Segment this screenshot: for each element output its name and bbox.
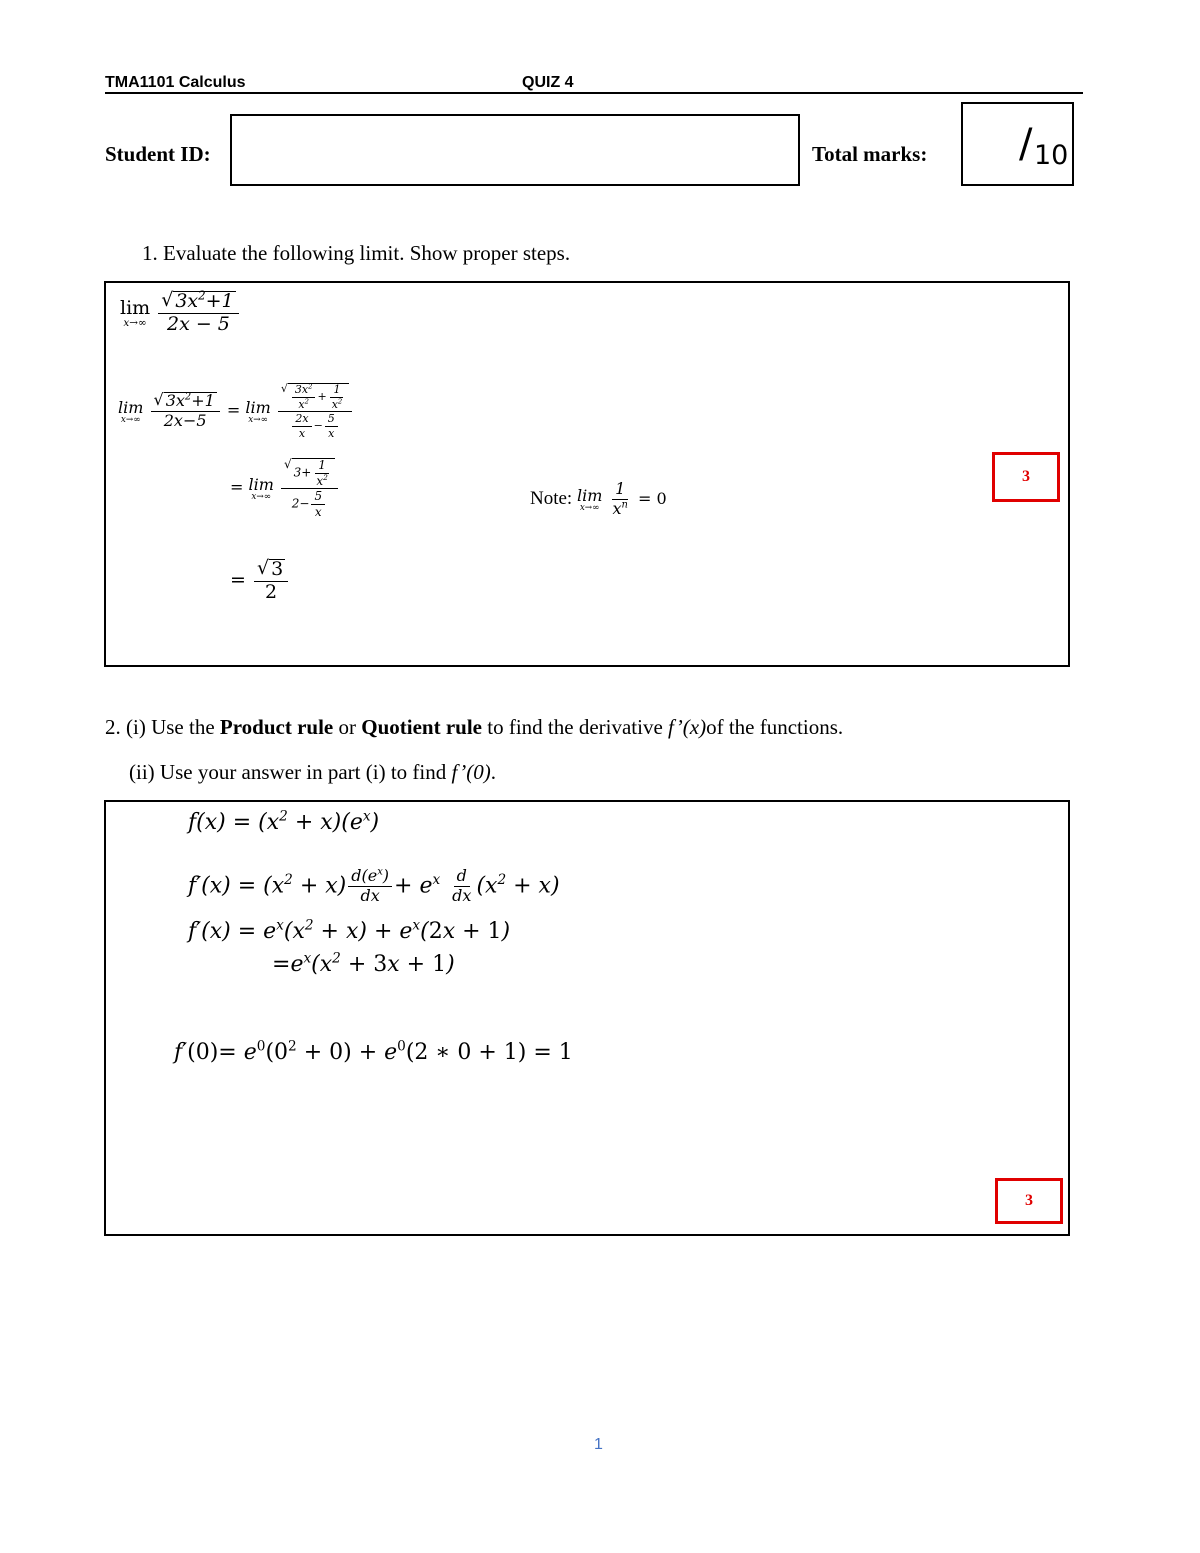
page-number: 1 xyxy=(594,1436,603,1453)
total-marks-label: Total marks: xyxy=(812,142,928,166)
q1-note-label: Note: xyxy=(530,487,573,509)
question-1-answer-box xyxy=(104,281,1070,667)
question-2-prompt: 2. (i) Use the Product rule or Quotient rule to find the derivative f’(x)of the functions. xyxy=(105,715,844,739)
quiz-title: QUIZ 4 xyxy=(522,74,574,91)
q1-note: Note: lim x→∞ $\frac{1}{x^n}$ = 0 xyxy=(530,479,667,518)
student-id-field[interactable] xyxy=(230,114,800,186)
q2-mark-box: 3 xyxy=(995,1178,1063,1224)
student-id-label: Student ID: xyxy=(105,142,211,166)
q1-step-1: lim x→∞ √ $3x^2+1$ 2x−5 = lim x→∞ √ $\frac{3x^2}{x^2}$ + $\frac{1}{x^2}$ $\frac{2x}{x}$ − $\frac{5}{x}$ xyxy=(118,383,354,439)
q1-step-2: = lim x→∞ √ 3+ $\frac{1}{x^2}$ 2− $\frac{5}{x}$ xyxy=(230,458,340,518)
q2-product-rule: $f'(x) = (x^2 + x)$ $\frac{d(e^x)}{dx}$ + $e^x$ $\frac{d}{dx}$ $(x^2 + x)$ xyxy=(188,866,560,905)
question-2-subprompt: (ii) Use your answer in part (i) to find f’(0). xyxy=(129,760,496,784)
header-rule xyxy=(105,92,1083,94)
q2-evaluate-at-zero: $f'(0)= e^0(0^2 + 0) + e^0(2$ ∗ 0 + 1) = 1 xyxy=(174,1038,573,1065)
q1-mark-box: 3 xyxy=(992,452,1060,502)
marks-out-of: 10 xyxy=(1034,140,1069,171)
marks-slash: / xyxy=(1019,121,1033,167)
question-2-answer-box xyxy=(104,800,1070,1236)
q1-limit-expression: lim x→∞ √ $3x^2+1$ 2x − 5 xyxy=(120,291,241,335)
q2-function: $f(x) = (x^2 + x)(e^x)$ xyxy=(188,808,380,835)
q2-simplified: $=e^x(x^2 + 3x + 1)$ xyxy=(272,950,455,977)
question-1-prompt: 1. Evaluate the following limit. Show proper steps. xyxy=(142,241,571,265)
total-marks-box xyxy=(961,102,1074,186)
q2-derivative: $f'(x) = e^x(x^2 + x) + e^x(2x + 1)$ xyxy=(188,917,511,944)
q1-step-3: = √ 3 2 xyxy=(230,559,290,603)
course-title: TMA1101 Calculus xyxy=(105,74,246,91)
